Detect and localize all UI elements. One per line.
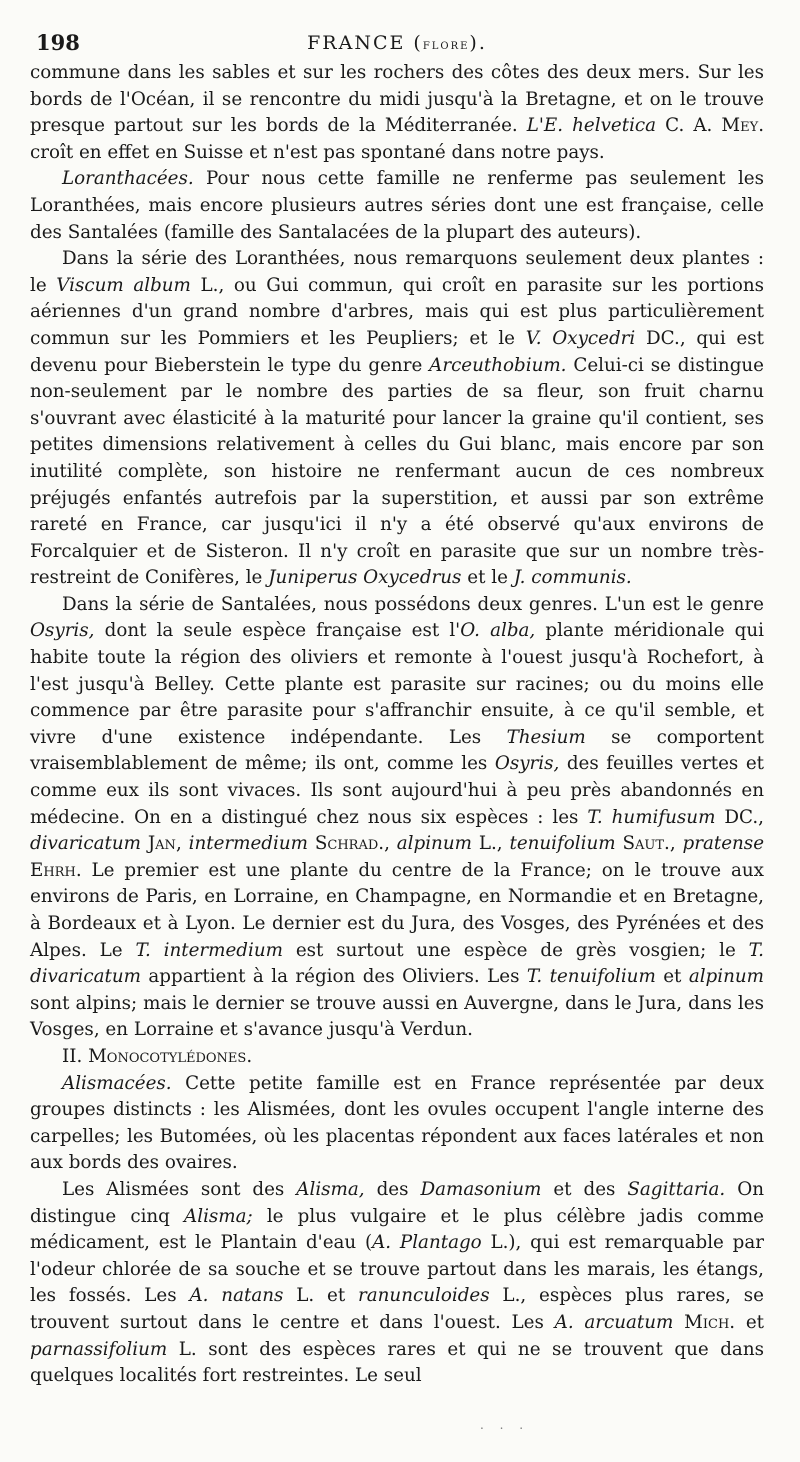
italic-text: O. alba, xyxy=(460,620,536,642)
paragraph-alismees xyxy=(30,1177,764,1390)
italic-text: A. arcuatum xyxy=(554,1311,674,1333)
smallcaps-text: Monocotylédones xyxy=(88,1045,247,1067)
text-run: On distingue cinq xyxy=(30,1178,764,1227)
text-run: Cette petite famille est en France représentée par deux groupes distincts : les Alismées, dont les ovules occupent l'angle interne des carpelles; les Butomées, où les placentas répondent aux faces latérales et non aux bords des ovaires. xyxy=(30,1072,764,1174)
italic-text: alpinum xyxy=(688,966,764,988)
text-run: , xyxy=(175,833,189,855)
text-run: . et xyxy=(729,1311,764,1333)
text-run: des feuilles vertes et comme eux ils sont vivaces. Ils sont aujourd'hui à peu près abandonnés en médecine. On en a distingué chez nous six espèces : les xyxy=(30,753,764,828)
text-run: ., xyxy=(664,833,683,855)
italic-text: divaricatum xyxy=(30,833,141,855)
italic-text: Sagittaria. xyxy=(627,1178,726,1200)
italic-text: Juniperus Oxycedrus xyxy=(268,567,462,589)
text-run: le plus vulgaire et le plus célèbre jadis comme médicament, est le Plantain d'eau ( xyxy=(30,1205,764,1254)
italic-text: T. tenuifolium xyxy=(526,966,656,988)
italic-text: Alismacées. xyxy=(62,1072,172,1094)
text-run: Les Alismées sont des xyxy=(62,1178,297,1200)
running-title-end: ). xyxy=(469,32,487,54)
text-run: DC., xyxy=(715,806,764,828)
text-run: Pour nous cette famille ne renferme pas seulement les Loranthées, mais encore plusieurs autres séries dont une est française, celle des Santalées (famille des Santalacées de la plupart des auteurs). xyxy=(30,168,764,243)
italic-text: ranunculoides xyxy=(358,1285,490,1307)
text-run: L. sont des espèces rares et qui ne se trouvent que dans quelques localités fort restreintes. Le seul xyxy=(30,1338,764,1387)
text-run: dont la seule espèce française est l' xyxy=(94,620,461,642)
paragraph-loranthacees xyxy=(30,166,764,246)
smallcaps-text: Mey xyxy=(721,115,759,137)
text-run: DC., qui est devenu pour Bieberstein le type du genre xyxy=(30,327,764,376)
italic-text: intermedium xyxy=(188,833,308,855)
text-run: sont alpins; mais le dernier se trouve aussi en Auvergne, dans le Jura, dans les Vosges, en Lorraine et s'avance jusqu'à Verdun. xyxy=(30,992,764,1041)
italic-text: alpinum xyxy=(396,833,472,855)
page-header xyxy=(30,22,764,60)
text-run: . xyxy=(246,1045,253,1067)
paragraph-continuation xyxy=(30,60,764,166)
text-run: L.), qui est remarquable par l'odeur chlorée de sa souche et se trouve partout dans les marais, les étangs, les fossés. Les xyxy=(30,1232,764,1307)
italic-text: Osyris, xyxy=(494,753,560,775)
italic-text: pratense xyxy=(682,833,765,855)
body-text xyxy=(30,60,764,1390)
italic-text: A. natans xyxy=(189,1285,284,1307)
text-run: L., ou Gui commun, qui croît en parasite sur les portions aériennes d'un grand nombre d'arbres, mais qui est plus particulièrement commun sur les Pommiers et les Peupliers; et le xyxy=(30,274,764,349)
smallcaps-text: Saut xyxy=(622,833,665,855)
italic-text: T. divaricatum xyxy=(30,939,764,988)
text-run: et xyxy=(655,966,689,988)
smallcaps-text: Schrad xyxy=(314,833,379,855)
italic-text: Alisma; xyxy=(184,1205,253,1227)
text-run: L., xyxy=(471,833,510,855)
section-heading-monocotyledones xyxy=(30,1044,764,1071)
paragraph-santalees xyxy=(30,592,764,1044)
smallcaps-text: Ehrh xyxy=(30,859,76,881)
italic-text: parnassifolium xyxy=(30,1338,168,1360)
page-number: 198 xyxy=(36,30,80,55)
text-run: . Le premier est une plante du centre de la France; on le trouve aux environs de Paris, en Lorraine, en Champagne, en Normandie et en Bretagne, à Bordeaux et à Lyon. Le dernier est du Jura, des Vosges, des Pyrénées et des Alpes. Le xyxy=(30,859,764,961)
italic-text: Arceuthobium. xyxy=(429,354,567,376)
running-title xyxy=(30,32,764,54)
smallcaps-text: Jan xyxy=(147,833,176,855)
italic-text: A. Plantago xyxy=(372,1232,482,1254)
text-run: II. xyxy=(62,1045,89,1067)
italic-text: V. Oxycedri xyxy=(525,327,636,349)
running-title-main: FRANCE ( xyxy=(307,32,423,54)
text-run: Dans la série des Loranthées, nous remarquons seulement deux plantes : le xyxy=(30,248,764,296)
italic-text: J. communis. xyxy=(513,567,632,589)
text-run: L., espèces plus rares, se trouvent surtout dans le centre et dans l'ouest. Les xyxy=(30,1285,764,1333)
text-run: se comportent vraisemblablement de même; ils ont, comme les xyxy=(30,726,764,775)
text-run xyxy=(141,833,148,854)
smallcaps-text: Mich xyxy=(684,1311,730,1333)
text-run: et des xyxy=(541,1178,628,1200)
text-run: C. A. xyxy=(656,115,722,137)
italic-text: L'E. helvetica xyxy=(526,115,657,137)
italic-text: Thesium xyxy=(506,726,586,748)
italic-text: Damasonium xyxy=(420,1178,542,1200)
italic-text: Osyris, xyxy=(30,620,95,642)
text-run: des xyxy=(364,1178,421,1200)
paragraph-alismacees xyxy=(30,1071,764,1177)
paragraph-loranthees xyxy=(30,246,764,592)
italic-text: Loranthacées. xyxy=(62,168,194,190)
italic-text: T. humifusum xyxy=(587,806,716,828)
italic-text: tenuifolium xyxy=(509,833,616,855)
text-run: L. et xyxy=(283,1285,359,1307)
text-run: . croît en effet en Suisse et n'est pas spontané dans notre pays. xyxy=(30,115,764,163)
text-run: commune dans les sables et sur les rochers des côtes des deux mers. Sur les bords de l'Océan, il se rencontre du midi jusqu'à la Bretagne, et on le trouve presque partout sur les bords de la Méditerranée. xyxy=(30,62,764,137)
text-run: plante méridionale qui habite toute la région des oliviers et remonte à l'ouest jusqu'à Rochefort, à l'est jusqu'à Belley. Cette plante est parasite sur racines; ou du moins elle commence par être parasite pour s'affranchir ensuite, à ce qu'il semble, et vivre d'une existence indépendante. Les xyxy=(30,620,764,748)
text-run xyxy=(673,1312,684,1333)
text-run: et le xyxy=(461,567,514,589)
text-run: appartient à la région des Oliviers. Les xyxy=(140,966,527,988)
text-run: Celui-ci se distingue non-seulement par le nombre des parties de sa fleur, son fruit charnu s'ouvrant avec élasticité à la maturité pour lancer la graine qu'il contient, ses petites dimensions relativement à celles du Gui blanc, mais encore par son inutilité complète, son histoire ne renfermant aucun de ces nombreux préjugés enfantés autrefois par la superstition, et aussi par son extrême rareté en France, car jusqu'ici il n'y a été observé qu'aux environs de Forcalquier et de Sisteron. Il n'y croît en parasite que sur un nombre très-restreint de Conifères, le xyxy=(30,354,764,589)
text-run: est surtout une espèce de grès vosgien; le xyxy=(282,939,749,961)
text-run: Dans la série de Santalées, nous possédons deux genres. L'un est le genre xyxy=(62,593,764,615)
italic-text: Viscum album xyxy=(56,274,191,296)
footer-marks: . . . xyxy=(480,1418,530,1432)
text-run: ., xyxy=(378,833,397,855)
italic-text: Alisma, xyxy=(296,1178,365,1200)
text-run xyxy=(308,833,315,854)
running-title-smallcaps: flore xyxy=(422,37,470,53)
italic-text: T. intermedium xyxy=(135,939,283,961)
